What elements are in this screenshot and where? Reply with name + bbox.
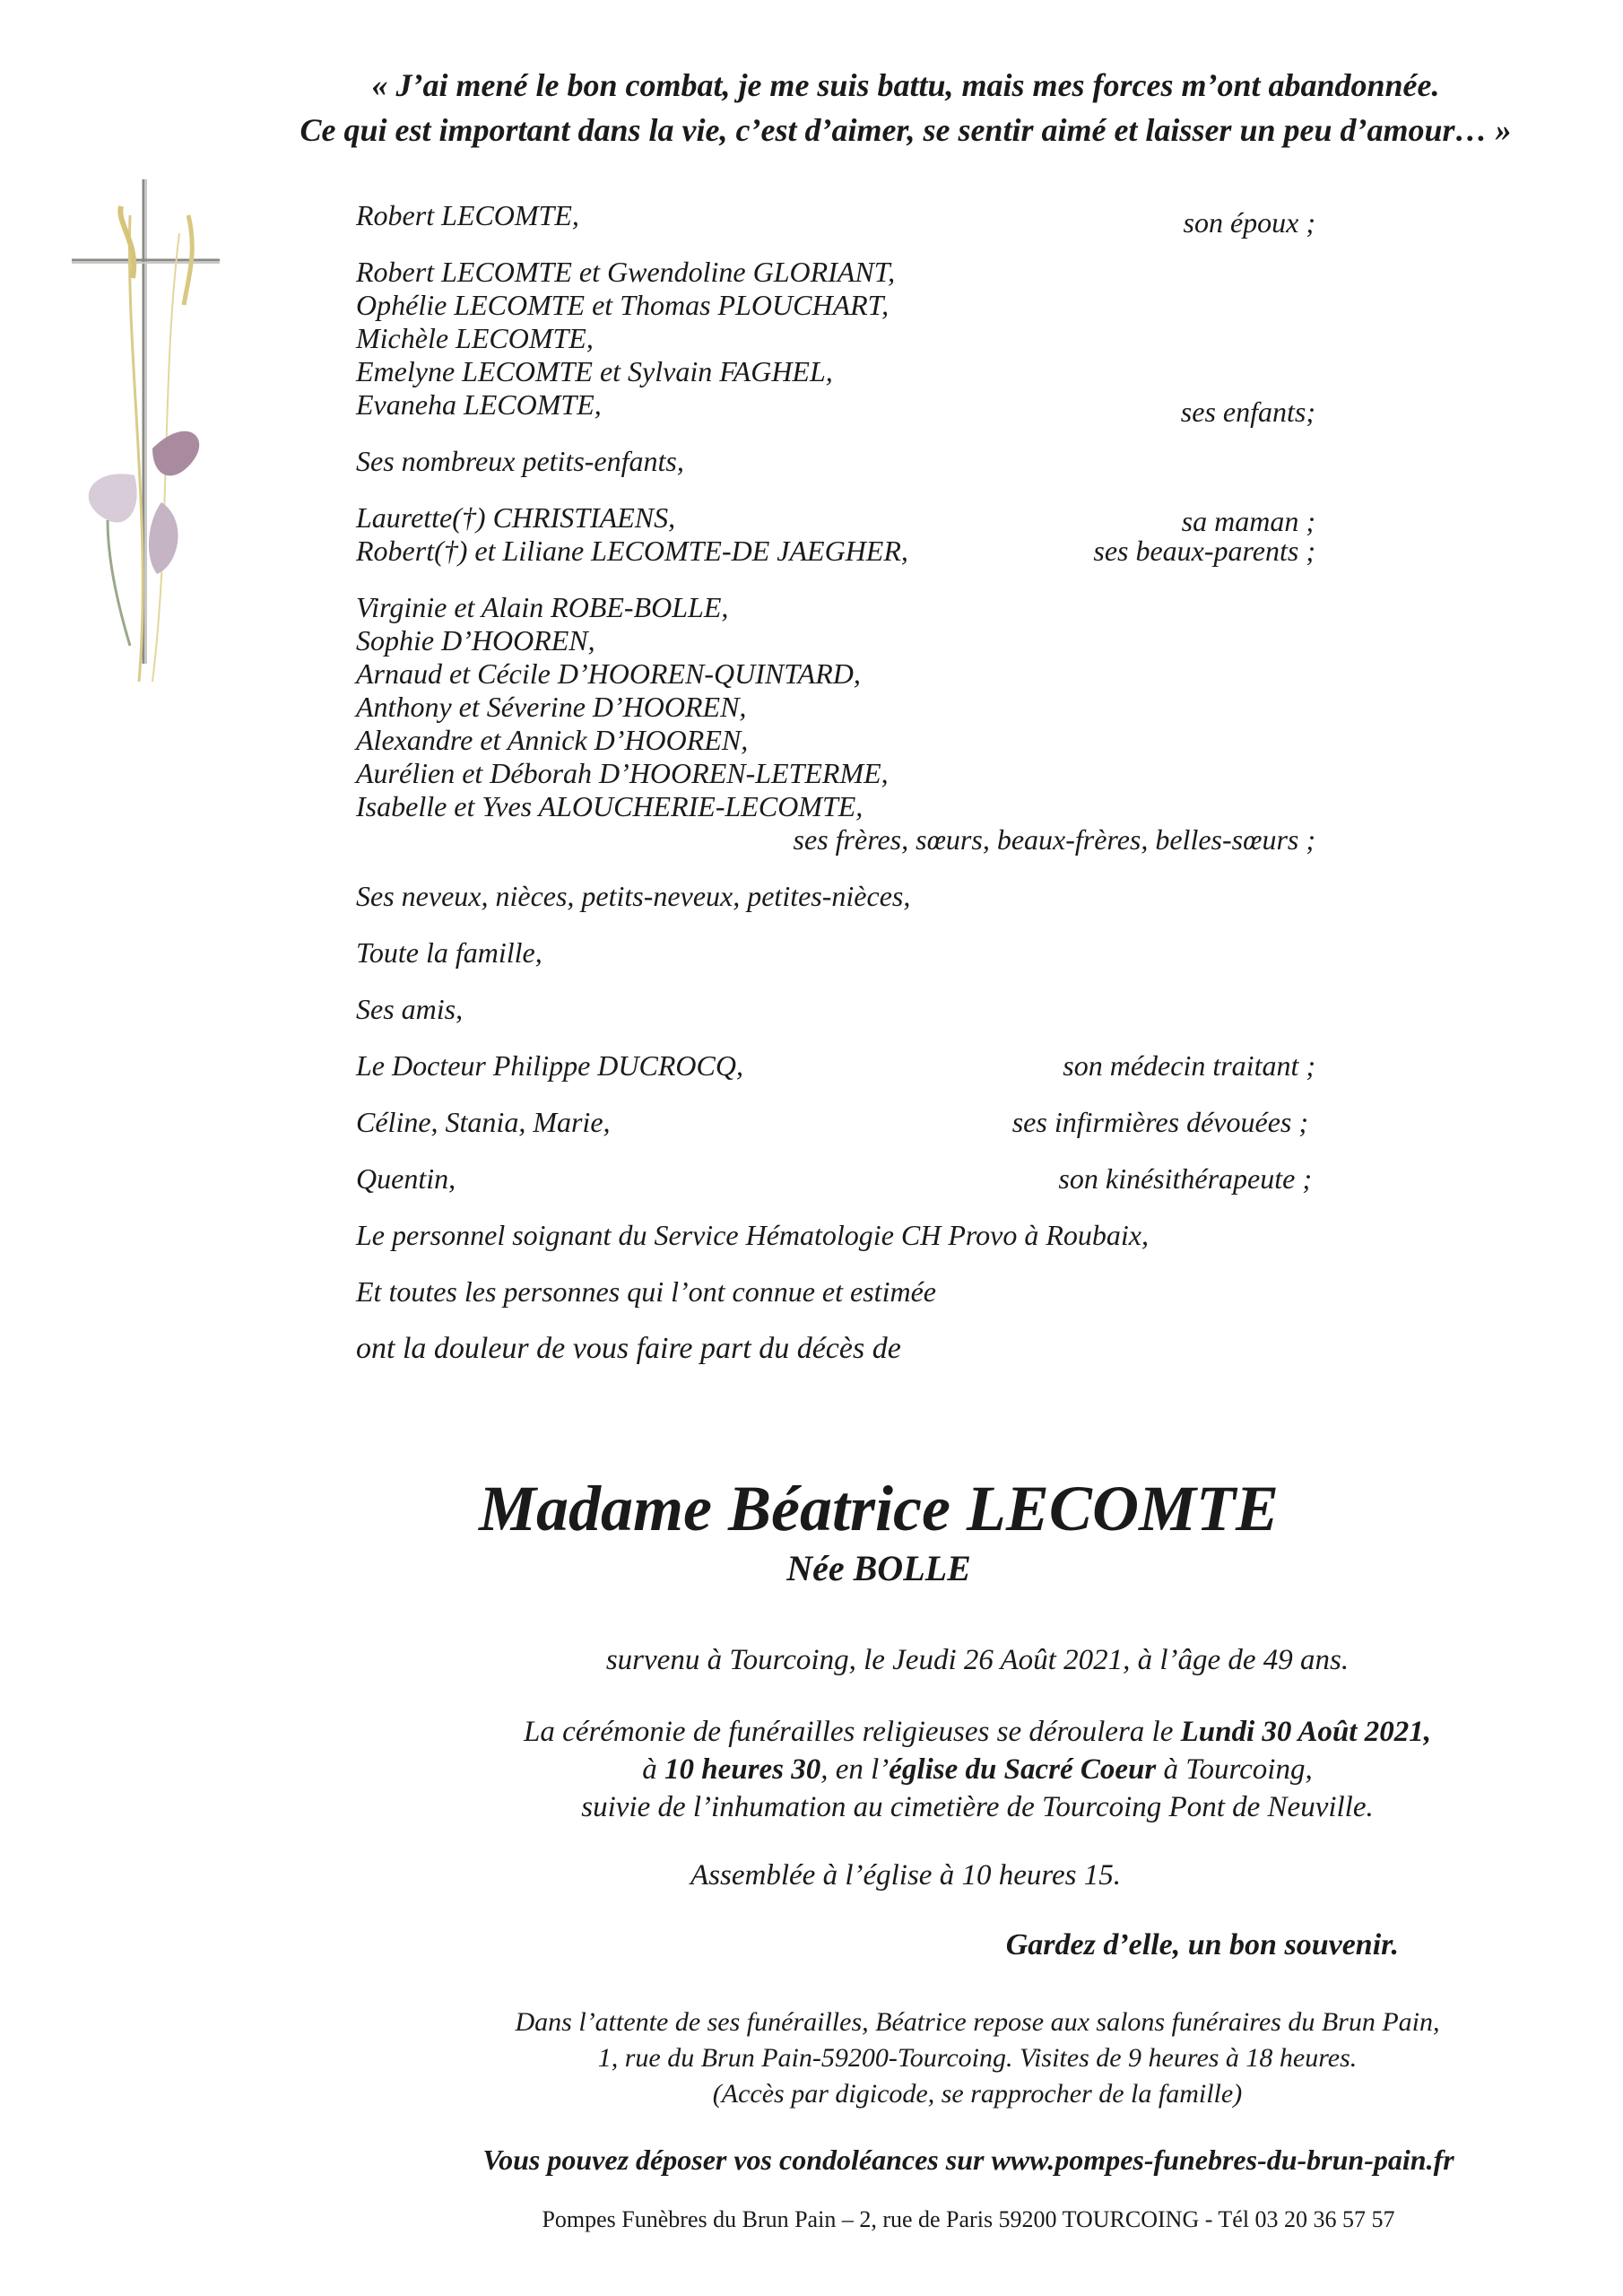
family-list (356, 199, 1315, 1365)
staff-text: Le personnel soignant du Service Hématologie CH Provo à Roubaix, (356, 1219, 1149, 1251)
siblings-role-row (356, 823, 1315, 857)
ceremony-time: 10 heures 30 (664, 1753, 821, 1786)
doctor-role: son médecin traitant ; (1063, 1049, 1315, 1082)
assembly-info: Assemblée à l’église à 10 heures 15. (690, 1859, 1121, 1892)
physio-row (356, 1162, 1315, 1196)
child-name: Evaneha LECOMTE, (356, 388, 602, 421)
sibling-row (356, 724, 1315, 757)
family-row-husband (356, 199, 1315, 239)
child-row (356, 256, 1315, 289)
grandchildren-row (356, 445, 1315, 478)
rest-line-1: Dans l’attente de ses funérailles, Béatrice repose aux salons funéraires du Brun Pain, (515, 2007, 1440, 2037)
child-name: Robert LECOMTE et Gwendoline GLORIANT, (356, 256, 896, 288)
siblings-role: ses frères, sœurs, beaux-frères, belles-sœurs ; (793, 823, 1315, 856)
cross-lily-icon (54, 179, 224, 682)
ceremony-text: La cérémonie de funérailles religieuses se déroulera le (524, 1716, 1181, 1748)
epigraph-line-1: « J’ai mené le bon combat, je me suis battu, mais mes forces m’ont abandonnée. (371, 67, 1440, 103)
sibling-name: Aurélien et Déborah D’HOOREN-LETERME, (356, 757, 889, 789)
deceased-name: Madame Béatrice LECOMTE (479, 1473, 1279, 1544)
sibling-row (356, 624, 1315, 657)
footer-funeral-home: Pompes Funèbres du Brun Pain – 2, rue de Paris 59200 TOURCOING - Tél 03 20 36 57 57 (542, 2206, 1395, 2232)
sibling-row (356, 790, 1315, 823)
grandchildren-text: Ses nombreux petits-enfants, (356, 445, 684, 477)
sibling-row (356, 757, 1315, 790)
ceremony-date: Lundi 30 Août 2021, (1180, 1716, 1431, 1748)
physio-name: Quentin, (356, 1162, 456, 1195)
announce-row (356, 1332, 1315, 1365)
epigraph-line-2: Ce qui est important dans la vie, c’est d’aimer, se sentir aimé et laisser un peu d’amour… » (299, 112, 1512, 148)
all-family-row (356, 936, 1315, 970)
rest-info (395, 2005, 1560, 2112)
child-row (356, 388, 1315, 428)
physio-role: son kinésithérapeute ; (1058, 1162, 1312, 1195)
doctor-row (356, 1049, 1315, 1083)
ceremony-text: , en l’ (820, 1753, 890, 1786)
inlaws-row (356, 535, 1315, 568)
nephews-row (356, 880, 1315, 913)
all-people-text: Et toutes les personnes qui l’ont connue et estimée (356, 1275, 936, 1308)
child-name: Ophélie LECOMTE et Thomas PLOUCHART, (356, 289, 890, 321)
epigraph-quote (269, 63, 1542, 152)
friends-row (356, 993, 1315, 1026)
mother-role: sa maman ; (1181, 505, 1315, 537)
husband-name: Robert LECOMTE, (356, 199, 579, 231)
child-row (356, 289, 1315, 322)
rest-line-2: 1, rue du Brun Pain-59200-Tourcoing. Visites de 9 heures à 18 heures. (597, 2043, 1358, 2073)
inlaws-role: ses beaux-parents ; (1093, 535, 1315, 567)
death-info: survenu à Tourcoing, le Jeudi 26 Août 2021, à l’âge de 49 ans. (605, 1644, 1350, 1676)
friends-text: Ses amis, (356, 993, 464, 1025)
sibling-name: Arnaud et Cécile D’HOOREN-QUINTARD, (356, 657, 861, 690)
child-row (356, 355, 1315, 388)
ceremony-text: à Tourcoing, (1156, 1753, 1313, 1786)
rest-line-3: (Accès par digicode, se rapprocher de la famille) (712, 2079, 1243, 2109)
child-row (356, 322, 1315, 355)
mother-row (356, 501, 1315, 535)
child-name: Emelyne LECOMTE et Sylvain FAGHEL, (356, 355, 833, 387)
doctor-name: Le Docteur Philippe DUCROCQ, (356, 1049, 743, 1082)
nephews-text: Ses neveux, nièces, petits-neveux, petites-nièces, (356, 880, 911, 912)
nurses-role: ses infirmières dévouées ; (1011, 1106, 1308, 1138)
sibling-name: Anthony et Séverine D’HOOREN, (356, 691, 747, 723)
inlaws-name: Robert(†) et Liliane LECOMTE-DE JAEGHER, (356, 535, 908, 567)
children-role: ses enfants; (1180, 396, 1315, 428)
ceremony-line-2 (395, 1751, 1560, 1788)
child-name: Michèle LECOMTE, (356, 322, 594, 354)
ceremony-line-1 (395, 1713, 1560, 1751)
ceremony-line-3: suivie de l’inhumation au cimetière de Tourcoing Pont de Neuville. (581, 1791, 1374, 1823)
condolences-text: Vous pouvez déposer vos condoléances sur www.pompes-funebres-du-brun-pain.fr (482, 2144, 1454, 2176)
sibling-name: Isabelle et Yves ALOUCHERIE-LECOMTE, (356, 790, 864, 822)
husband-role: son époux ; (1183, 206, 1315, 239)
sibling-row (356, 657, 1315, 691)
sibling-name: Sophie D’HOOREN, (356, 624, 595, 657)
sibling-name: Alexandre et Annick D’HOOREN, (356, 724, 749, 756)
announce-text: ont la douleur de vous faire part du décès de (356, 1332, 901, 1365)
all-family-text: Toute la famille, (356, 936, 542, 969)
nurses-name: Céline, Stania, Marie, (356, 1106, 611, 1138)
nurses-row (356, 1106, 1315, 1139)
mother-name: Laurette(†) CHRISTIAENS, (356, 501, 676, 534)
all-people-row (356, 1275, 1315, 1309)
ceremony-place: église du Sacré Coeur (889, 1753, 1157, 1786)
sibling-name: Virginie et Alain ROBE-BOLLE, (356, 591, 729, 623)
sibling-row (356, 691, 1315, 724)
sibling-row (356, 591, 1315, 624)
remember-text: Gardez d’elle, un bon souvenir. (1005, 1928, 1399, 1961)
staff-row (356, 1219, 1315, 1252)
ceremony-info (395, 1713, 1560, 1826)
deceased-maiden-name: Née BOLLE (786, 1548, 971, 1588)
deceased-block (0, 1471, 1623, 1591)
ceremony-text: à (642, 1753, 665, 1786)
